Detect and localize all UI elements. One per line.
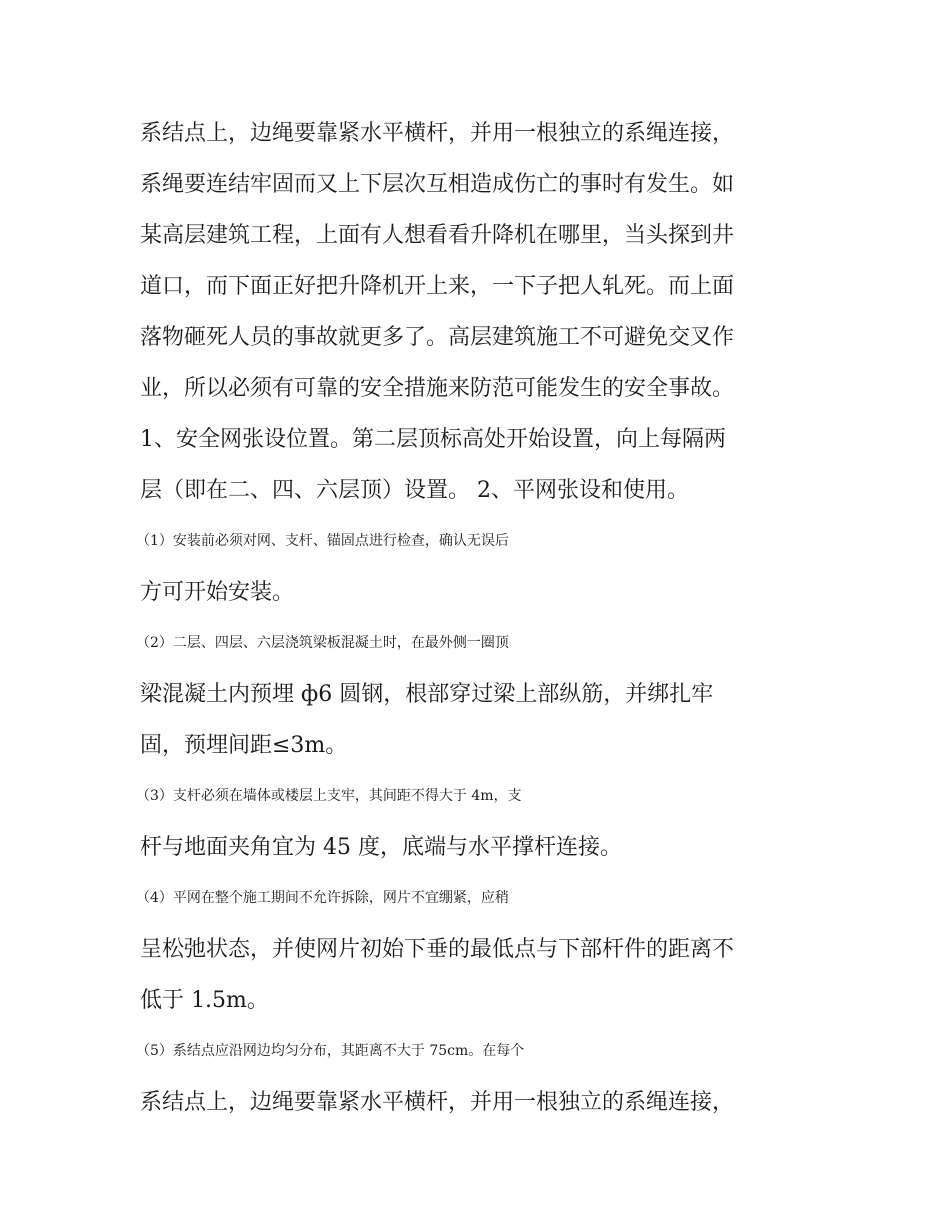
text-line: 系绳要连结牢固而又上下层次互相造成伤亡的事时有发生。如 [140,172,735,197]
text-line: 低于 1.5m。 [140,988,269,1013]
text-line: 1、安全网张设位置。第二层顶标高处开始设置，向上每隔两 [140,427,726,452]
text-line: （1）安装前必须对网、支杆、锚固点进行检查，确认无误后 [136,533,509,549]
text-line: 业，所以必须有可靠的安全措施来防范可能发生的安全事故。 [140,376,735,401]
text-line: 呈松弛状态，并使网片初始下垂的最低点与下部杆件的距离不 [140,937,735,962]
text-line: 某高层建筑工程，上面有人想看看升降机在哪里，当头探到井 [140,223,735,248]
text-line: 梁混凝土内预埋 ф6 圆钢，根部穿过梁上部纵筋，并绑扎牢 [140,682,714,707]
body-text [136,108,820,1128]
text-line: 落物砸死人员的事故就更多了。高层建筑施工不可避免交叉作 [140,325,735,350]
text-line: 固，预埋间距≤3m。 [140,733,348,758]
text-line: 道口，而下面正好把升降机开上来，一下子把人轧死。而上面 [140,274,735,299]
text-line: 系结点上，边绳要靠紧水平横杆，并用一根独立的系绳连接， [140,1090,735,1115]
text-line: 方可开始安装。 [140,580,295,605]
text-line: 系结点上，边绳要靠紧水平横杆，并用一根独立的系绳连接， [140,121,735,146]
text-line: 杆与地面夹角宜为 45 度，底端与水平撑杆连接。 [140,835,622,860]
text-line: （2）二层、四层、六层浇筑梁板混凝土时，在最外侧一圈顶 [136,635,509,651]
text-line: （5）系结点应沿网边均匀分布，其距离不大于 75cm。在每个 [136,1043,525,1059]
text-line: （4）平网在整个施工期间不允许拆除，网片不宜绷紧，应稍 [136,890,509,906]
text-line: 层（即在二、四、六层顶）设置。 2、平网张设和使用。 [140,478,689,503]
text-line: （3）支杆必须在墙体或楼层上支牢，其间距不得大于 4m，支 [136,788,522,804]
